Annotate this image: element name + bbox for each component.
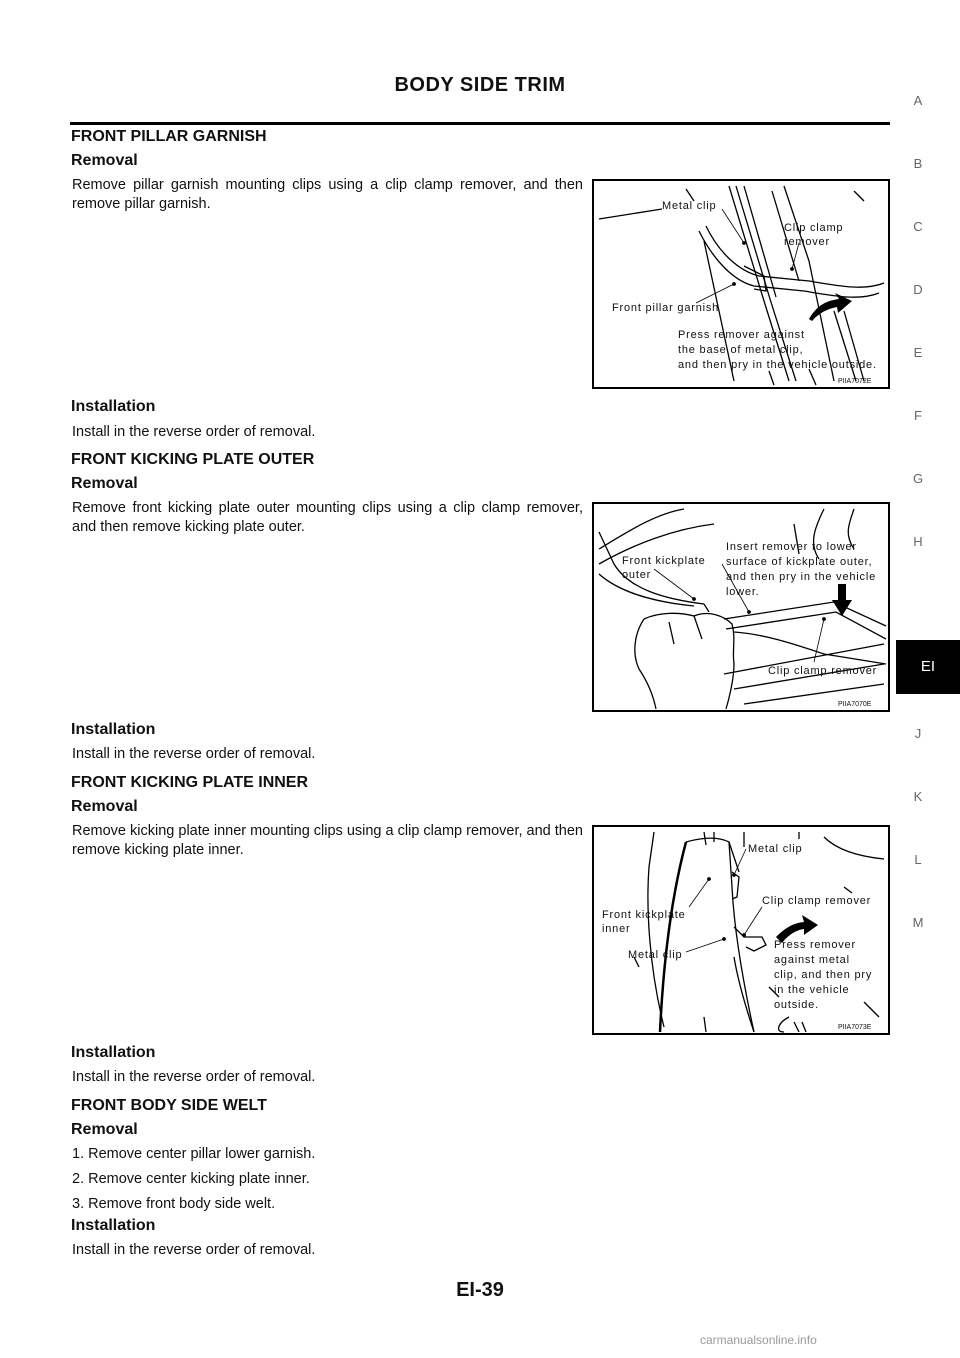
fig2-label-insert-4: lower. <box>726 586 760 598</box>
fig1-label-clip-clamp: Clip clamp <box>784 222 844 234</box>
fig1-label-press-3: and then pry in the vehicle outside. <box>678 359 877 371</box>
removal-heading: Removal <box>71 475 138 492</box>
removal-heading: Removal <box>71 152 138 169</box>
installation-text: Install in the reverse order of removal. <box>72 746 316 762</box>
fig2-label-outer: outer <box>622 569 652 581</box>
removal-text: Remove kicking plate inner mounting clips using a clip clamp remover, and then remove kicking plate inner. <box>72 823 583 858</box>
fig1-label-front-pillar-garnish: Front pillar garnish <box>612 302 720 314</box>
fig2-label-insert-1: Insert remover to lower <box>726 541 857 553</box>
figure-front-kicking-plate-inner <box>592 825 890 1035</box>
removal-text: Remove front kicking plate outer mounting clips using a clip clamp remover, and then remove kicking plate outer. <box>72 500 583 535</box>
fig3-label-press-4: in the vehicle <box>774 984 850 996</box>
section-heading-front-pillar-garnish: FRONT PILLAR GARNISH <box>71 128 267 145</box>
fig2-label-front-kickplate: Front kickplate <box>622 555 706 567</box>
fig1-label-press-1: Press remover against <box>678 329 805 341</box>
fig3-label-front-kickplate: Front kickplate <box>602 909 686 921</box>
fig3-code: PIIA7073E <box>838 1024 872 1031</box>
fig3-label-metal-clip-top: Metal clip <box>748 843 803 855</box>
section-heading-front-kicking-plate-inner: FRONT KICKING PLATE INNER <box>71 774 309 791</box>
side-index-k[interactable]: K <box>913 789 923 804</box>
fig3-label-inner: inner <box>602 923 631 935</box>
side-index-b[interactable]: B <box>913 156 923 171</box>
removal-text: Remove pillar garnish mounting clips using a clip clamp remover, and then remove pillar garnish. <box>72 177 583 212</box>
fig1-label-metal-clip: Metal clip <box>662 200 717 212</box>
removal-heading: Removal <box>71 798 138 815</box>
fig3-label-press-2: against metal <box>774 954 850 966</box>
fig2-code: PIIA7070E <box>838 701 872 708</box>
installation-text: Install in the reverse order of removal. <box>72 1069 316 1085</box>
fig1-code: PIIA7072E <box>838 378 872 385</box>
fig3-label-press-5: outside. <box>774 999 819 1011</box>
fig3-label-press-1: Press remover <box>774 939 856 951</box>
fig3-label-clip-clamp-remover: Clip clamp remover <box>762 895 872 907</box>
installation-heading: Installation <box>71 398 156 415</box>
page-number: EI-39 <box>456 1279 504 1301</box>
installation-heading: Installation <box>71 721 156 738</box>
figure-front-kicking-plate-outer <box>592 502 890 712</box>
side-index-l[interactable]: L <box>914 852 922 867</box>
fig3-label-press-3: clip, and then pry <box>774 969 873 981</box>
list-item: 3. Remove front body side welt. <box>72 1196 276 1212</box>
side-index-d[interactable]: D <box>913 282 923 297</box>
side-index-c[interactable]: C <box>913 219 923 234</box>
page-header-title: BODY SIDE TRIM <box>394 74 566 96</box>
installation-heading: Installation <box>71 1217 156 1234</box>
section-heading-front-kicking-plate-outer: FRONT KICKING PLATE OUTER <box>71 451 315 468</box>
side-index-j[interactable]: J <box>914 726 922 741</box>
installation-text: Install in the reverse order of removal. <box>72 424 316 440</box>
installation-heading: Installation <box>71 1044 156 1061</box>
fig3-label-metal-clip-left: Metal clip <box>628 949 683 961</box>
side-index-f[interactable]: F <box>914 408 922 423</box>
side-index-e[interactable]: E <box>913 345 923 360</box>
removal-steps <box>72 1145 315 1220</box>
figure-front-pillar-garnish <box>592 179 890 389</box>
section-heading-front-body-side-welt: FRONT BODY SIDE WELT <box>71 1097 267 1114</box>
side-index-h[interactable]: H <box>913 534 923 549</box>
fig2-label-insert-2: surface of kickplate outer, <box>726 556 873 568</box>
installation-text: Install in the reverse order of removal. <box>72 1242 316 1258</box>
list-item: 1. Remove center pillar lower garnish. <box>72 1146 316 1162</box>
fig1-label-press-2: the base of metal clip, <box>678 344 804 356</box>
side-index-a[interactable]: A <box>913 93 923 108</box>
side-index-ei-active[interactable]: EI <box>896 640 960 694</box>
side-index-g[interactable]: G <box>912 471 924 486</box>
side-index-m[interactable]: M <box>912 915 924 930</box>
list-item: 2. Remove center kicking plate inner. <box>72 1171 310 1187</box>
fig2-label-clip-clamp-remover: Clip clamp remover <box>768 665 878 677</box>
fig2-label-insert-3: and then pry in the vehicle <box>726 571 877 583</box>
header-rule <box>70 122 890 125</box>
removal-heading: Removal <box>71 1121 138 1138</box>
footer-watermark: carmanualsonline.info <box>700 1333 817 1347</box>
fig1-label-remover: remover <box>784 236 830 248</box>
